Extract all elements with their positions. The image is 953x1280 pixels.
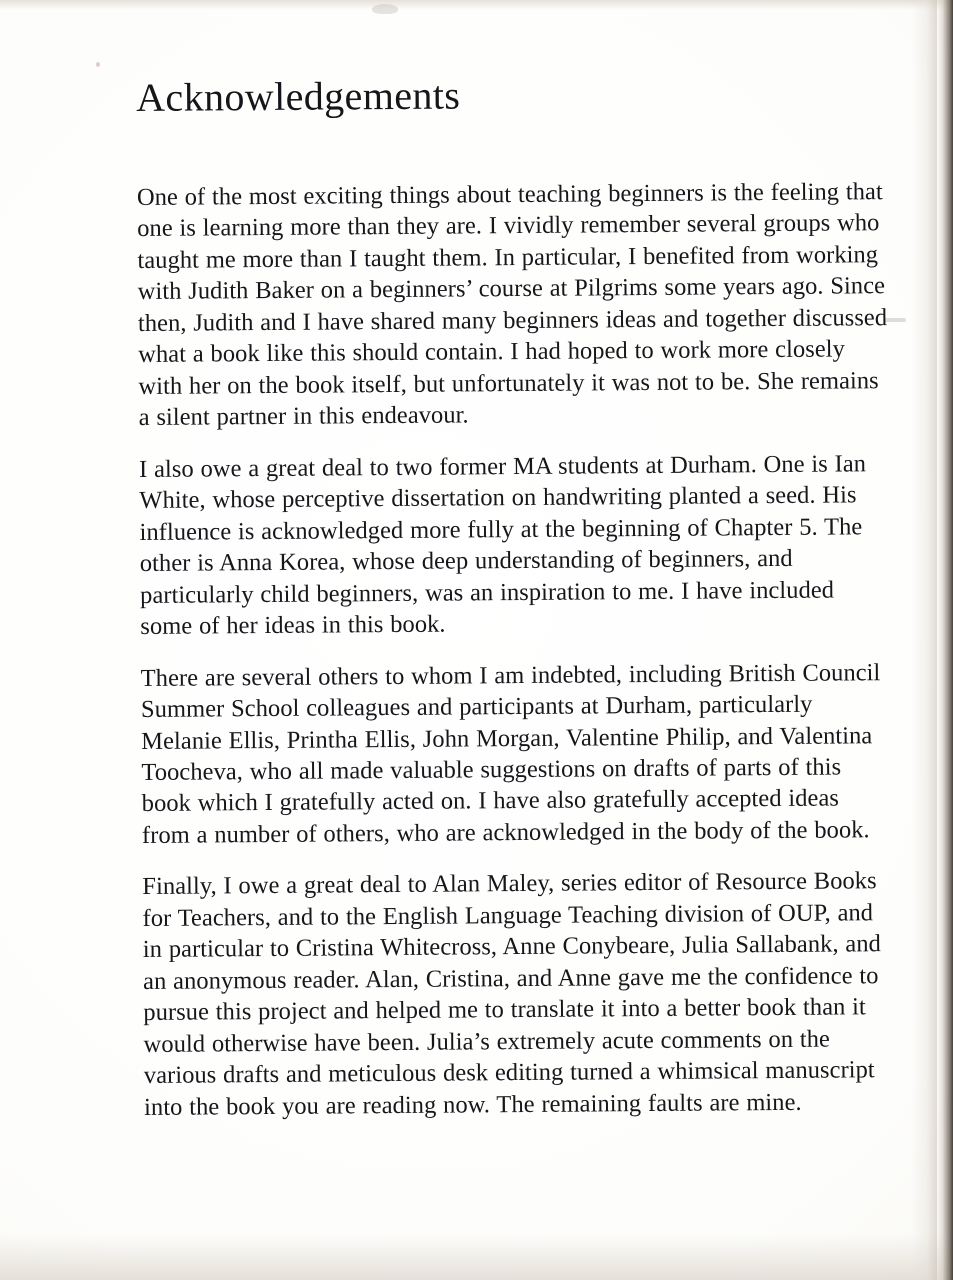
body-paragraph: Finally, I owe a great deal to Alan Maley, series editor of Resource Books for Teachers, and to the English Language Teaching division of OUP, and in particular to Cristina Whitecross, Anne Conybeare, Julia Sallabank, and an anonymous reader. Alan, Cristina, and Anne gave me the confidence to pursue this project and helped me to translate it into a better book than it would otherwise have been. Julia’s extremely acute comments on the various drafts and meticulous desk editing turned a whimsical manuscript into the book you are reading now. The remaining faults are mine. <box>142 867 881 1121</box>
page-title: Acknowledgements <box>135 72 461 120</box>
page-bottom-edge-shadow <box>0 1234 953 1280</box>
body-paragraph: I also owe a great deal to two former MA students at Durham. One is Ian White, whose perceptive dissertation on handwriting planted a seed. His influence is acknowledged more fully at the beginning of Chapter 5. The other is Anna Korea, whose deep understanding of beginners, and particularly child beginners, was an inspiration to me. I have included some of her ideas in this book. <box>138 450 867 641</box>
body-paragraph: One of the most exciting things about teaching beginners is the feeling that one is learning more than they are. I vividly remember several groups who taught me more than I taught them. In particular, I benefited from working with Judith Baker on a beginners’ course at Pilgrims some years ago. Since then, Judith and I have shared many beginners ideas and together discussed what a book like this should contain. I had hoped to work more closely with her on the book itself, but unfortunately it was not to be. She remains a silent partner in this endeavour. <box>136 178 888 432</box>
page-binding-gradient <box>911 0 937 1280</box>
paper-speck <box>96 62 100 67</box>
page-binding-edge <box>937 0 953 1280</box>
page-content <box>136 70 894 1123</box>
body-paragraph: There are several others to whom I am indebted, including British Council Summer School colleagues and participants at Durham, particularly Melanie Ellis, Printha Ellis, John Morgan, Valentine Philip, and Valentina Toocheva, who all made valuable suggestions on drafts of parts of this book which I gratefully acted on. I have also gratefully accepted ideas from a number of others, who are acknowledged in the body of the book. <box>140 658 881 849</box>
paper-smudge-top <box>372 4 398 14</box>
page-top-edge-shadow <box>0 0 953 10</box>
